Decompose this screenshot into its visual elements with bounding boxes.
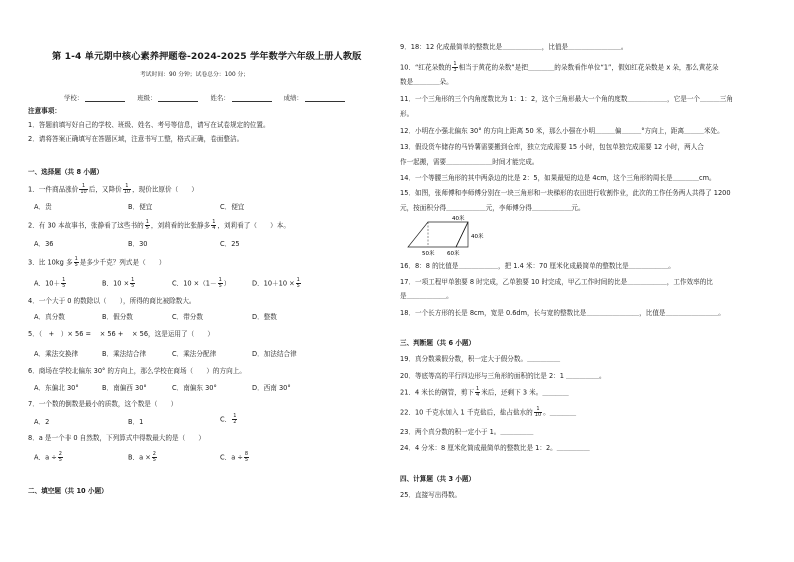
label-bottom-left: 50米 <box>422 251 435 257</box>
question-21: 21．4 米长的钢管，剪下 $\frac{1}{4}$ 米后，还剩下 3 米。＿＿＿＿ <box>400 386 569 398</box>
option[interactable]: B．乘法结合律 <box>102 350 147 358</box>
question-10-cont: 数是＿＿＿＿朵。 <box>400 78 453 86</box>
class-blank[interactable] <box>158 94 198 102</box>
section-heading: 二、填空题（共 10 小题） <box>28 487 108 495</box>
name-label: 姓名： <box>210 94 230 102</box>
option[interactable]: C．便宜 <box>220 203 245 211</box>
label-top: 40米 <box>452 216 465 222</box>
option[interactable]: D．10＋10 × $\frac{1}{5}$ <box>252 277 300 289</box>
section-heading: 一、选择题（共 8 小题） <box>28 168 104 176</box>
school-blank[interactable] <box>85 94 125 102</box>
score-label: 成绩： <box>283 94 303 102</box>
section-heading: 四、计算题（共 3 小题） <box>400 475 476 483</box>
option[interactable]: A．36 <box>34 240 54 248</box>
question-10: 10．“红花朵数的 $\frac{1}{3}$ 相当于黄花的朵数”是把＿＿＿＿的朵数看作单位“1”，假如红花朵数是 x 朵，那么黄花朵 <box>400 61 719 73</box>
option[interactable]: A．a ÷ $\frac{2}{5}$ <box>34 451 62 463</box>
option[interactable]: B．a × $\frac{2}{5}$ <box>128 451 156 463</box>
question-11: 11．一个三角形的三个内角度数比为 1：1：2，这个三角形最大一个角的度数＿＿＿＿＿＿，它是一个＿＿＿三角 <box>400 95 733 103</box>
question-8: 8．a 是一个非 0 自然数，下列算式中得数最大的是（ ） <box>28 434 205 442</box>
question-3: 3．比 10kg 多 $\frac{1}{5}$ 是多少千克？列式是（ ） <box>28 256 166 268</box>
question-15: 15．如图，张师傅和李师傅分别在一块三角形和一块梯形的农田进行收割作业，此次的工作任务两人共得了 1200 <box>400 189 731 197</box>
option[interactable]: A．乘法交换律 <box>34 350 79 358</box>
question-17-cont: 是＿＿＿＿＿＿。 <box>400 292 453 300</box>
option[interactable]: B．南偏西 30° <box>102 384 147 392</box>
page-title: 第 1-4 单元期中核心素养押题卷-2024-2025 学年数学六年级上册人教版 <box>52 51 362 62</box>
question-24: 24．4 分米：8 厘米化简成最简单的整数比是 1：2。＿＿＿＿＿ <box>400 444 590 452</box>
question-11-cont: 形。 <box>400 110 414 118</box>
question-14: 14．一个等腰三角形的其中两条边的比是 2：5，如果最短的边是 4cm，这个三角形的周长是＿＿＿＿cm。 <box>400 174 716 182</box>
option[interactable]: D．整数 <box>252 313 277 321</box>
question-17: 17．一项工程甲单独要 8 时完成，乙单独要 10 时完成，甲乙工作时间的比是＿＿＿＿＿＿，工作效率的比 <box>400 278 713 286</box>
question-16: 16．8：8 的比值是＿＿＿＿＿＿，把 1.4 米：70 厘米化成最简单的整数比是＿＿＿＿＿＿。 <box>400 262 675 270</box>
option[interactable]: C．25 <box>220 240 240 248</box>
option[interactable]: B．假分数 <box>102 313 133 321</box>
option[interactable]: C．a ÷ $\frac{8}{5}$ <box>220 451 249 463</box>
field-shape <box>408 222 468 247</box>
question-18: 18．一个长方形的长是 8cm，宽是 0.6dm，长与宽的整数比是＿＿＿＿＿＿＿＿，比值是＿＿＿＿＿＿＿＿。 <box>400 309 725 317</box>
question-20: 20．等底等高的平行四边形与三角形的面积的比是 2：1 ＿＿＿＿＿。 <box>400 372 606 380</box>
option[interactable]: C． $\frac{1}{2}$ <box>220 413 237 425</box>
section-heading: 三、判断题（共 6 小题） <box>400 339 476 347</box>
question-5: 5．（ + ）× 56 = × 56 + × 56，这是运用了（ ） <box>28 330 214 338</box>
option[interactable]: A．真分数 <box>34 313 65 321</box>
question-2: 2．有 30 本故事书，张静看了这些书的 $\frac{1}{5}$ ，刘莉看的比张静多 $\frac{1}{4}$ ，刘莉看了（ ）本。 <box>28 219 290 231</box>
option[interactable]: A．贵 <box>34 203 52 211</box>
option[interactable]: C．南偏东 30° <box>172 384 217 392</box>
question-23: 23．两个真分数的积一定小于 1。＿＿＿＿＿ <box>400 428 534 436</box>
option[interactable]: D．西南 30° <box>252 384 291 392</box>
score-blank[interactable] <box>305 94 345 102</box>
question-7: 7．一个数的倒数是最小的质数，这个数是（ ） <box>28 400 178 408</box>
field-figure <box>398 214 508 258</box>
option[interactable]: B．1 <box>128 418 144 426</box>
question-13: 13．假设货车储存的马铃薯需要搬到仓库，独立完成需要 15 小时，包包单独完成需要 12 小时，两人合 <box>400 143 704 151</box>
notes-heading: 注意事项： <box>28 107 61 115</box>
question-1: 1．一件商品涨价 $\frac{1}{10}$ 后，又降价 $\frac{1}{10}$ ，现价比原价（ ） <box>28 183 199 195</box>
exam-info: 考试时间：90 分钟；试卷总分：100 分； <box>140 72 250 78</box>
class-label: 班级： <box>137 94 157 102</box>
question-12: 12．小明在小强北偏东 30° 的方向上距离 50 米，那么小强在小明＿＿＿偏＿＿＿°方向上，距离＿＿＿米处。 <box>400 127 724 135</box>
option[interactable]: A．10＋ $\frac{1}{5}$ <box>34 277 66 289</box>
option[interactable]: A．2 <box>34 418 50 426</box>
student-info-row <box>64 94 355 102</box>
option[interactable]: A．东偏北 30° <box>34 384 79 392</box>
name-blank[interactable] <box>232 94 272 102</box>
option[interactable]: C．乘法分配律 <box>172 350 217 358</box>
option[interactable]: C．带分数 <box>172 313 203 321</box>
option[interactable]: B．便宜 <box>128 203 153 211</box>
question-6: 6．商场在学校北偏东 30° 的方向上，那么学校在商场（ ）的方向上。 <box>28 367 246 375</box>
question-25: 25．直接写出得数。 <box>400 491 462 499</box>
label-side: 40米 <box>471 234 484 240</box>
option[interactable]: D．加法结合律 <box>252 350 297 358</box>
option[interactable]: B．10 × $\frac{1}{5}$ <box>102 277 135 289</box>
question-22: 22．10 千克水加入 1 千克盐后，盐占盐水的 $\frac{1}{10}$ 。＿＿＿＿ <box>400 406 577 418</box>
notes-item: 2．请将答案正确填写在答题区域，注意书写工整，格式正确，卷面整洁。 <box>28 135 244 143</box>
question-4: 4．一个大于 0 的数除以（ ），所得的商比被除数大。 <box>28 297 196 305</box>
label-bottom-right: 60米 <box>447 251 460 257</box>
school-label: 学校： <box>64 94 84 102</box>
notes-item: 1．答题前填写好自己的学校、班级、姓名、考号等信息，请写在试卷规定的位置。 <box>28 121 270 129</box>
question-19: 19．真分数乘假分数，积一定大于假分数。＿＿＿＿＿ <box>400 355 561 363</box>
question-13-cont: 作一起搬，需要＿＿＿＿＿＿＿时间才能完成。 <box>400 158 539 166</box>
option[interactable]: B．30 <box>128 240 148 248</box>
question-9: 9．18：12 化成最简单的整数比是＿＿＿＿＿＿，比值是＿＿＿＿＿＿＿＿。 <box>400 43 628 51</box>
question-15-cont: 元，按面积分得＿＿＿＿＿＿元，李师傅分得＿＿＿＿＿＿元。 <box>400 204 585 212</box>
option[interactable]: C．10 ×（1－ $\frac{1}{5}$ ） <box>172 277 231 289</box>
